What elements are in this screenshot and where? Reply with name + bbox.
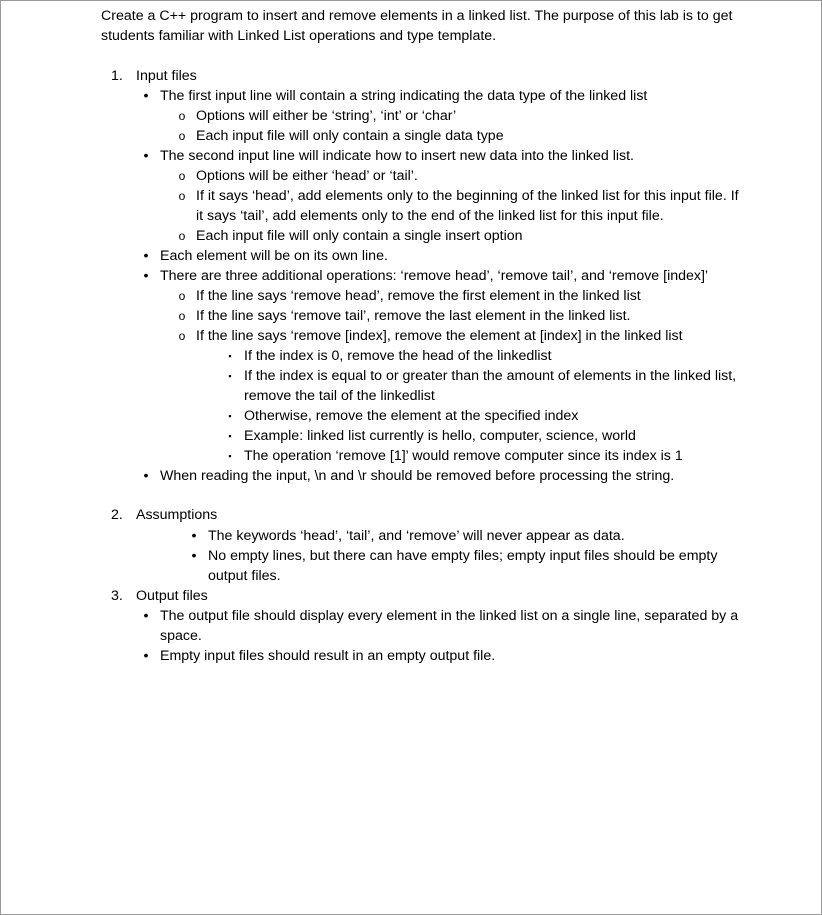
- disc-bullet-icon: •: [143, 268, 149, 284]
- list-item-text: The operation ‘remove [1]’ would remove computer since its index is 1: [244, 448, 683, 464]
- section-list: [101, 66, 741, 666]
- circle-bullet-icon: o: [178, 289, 186, 303]
- list-item-text: Each element will be on its own line.: [160, 248, 388, 264]
- list-item: [136, 266, 741, 286]
- square-bullet-icon: ▪: [228, 351, 232, 361]
- disc-bullet-icon: •: [191, 528, 197, 544]
- list-item: [136, 426, 741, 446]
- list-item: [136, 246, 741, 266]
- list-item-text: If the line says ‘remove tail’, remove the last element in the linked list.: [196, 308, 631, 324]
- square-bullet-icon: ▪: [228, 431, 232, 441]
- section-number: 3.: [111, 588, 123, 604]
- document-body: [101, 6, 741, 666]
- list-item: [136, 646, 741, 666]
- list-item-text: Each input file will only contain a single data type: [196, 128, 504, 144]
- list-item: [136, 366, 741, 406]
- output-files-list: [136, 606, 741, 666]
- section-number: 2.: [111, 507, 123, 523]
- list-item-text: Otherwise, remove the element at the specified index: [244, 408, 579, 424]
- disc-bullet-icon: •: [143, 468, 149, 484]
- list-item-text: If the index is equal to or greater than the amount of elements in the linked list, remove the tail of the linkedlist: [244, 368, 737, 404]
- section-title: Assumptions: [136, 507, 218, 523]
- list-item: [136, 446, 741, 466]
- list-item: [136, 346, 741, 366]
- list-item-text: The first input line will contain a string indicating the data type of the linked list: [160, 88, 648, 104]
- list-item-text: If the line says ‘remove [index], remove the element at [index] in the linked list: [196, 328, 683, 344]
- list-item-text: If the index is 0, remove the head of the linkedlist: [244, 348, 552, 364]
- intro-paragraph: Create a C++ program to insert and remove elements in a linked list. The purpose of this lab is to get students familiar with Linked List operations and type template.: [101, 8, 733, 44]
- list-item: [136, 146, 741, 166]
- square-bullet-icon: ▪: [228, 371, 232, 381]
- circle-bullet-icon: o: [178, 109, 186, 123]
- list-item-text: If the line says ‘remove head’, remove the first element in the linked list: [196, 288, 641, 304]
- list-item: [136, 226, 741, 246]
- disc-bullet-icon: •: [143, 88, 149, 104]
- list-item: [136, 326, 741, 346]
- input-files-list: [136, 86, 741, 486]
- circle-bullet-icon: o: [178, 309, 186, 323]
- list-item: [136, 126, 741, 146]
- list-item: [136, 286, 741, 306]
- disc-bullet-icon: •: [143, 148, 149, 164]
- list-item: [136, 526, 741, 546]
- disc-bullet-icon: •: [143, 608, 149, 624]
- list-item: [136, 166, 741, 186]
- list-item: [136, 606, 741, 646]
- section-number: 1.: [111, 68, 123, 84]
- section-title: Output files: [136, 588, 208, 604]
- section-assumptions: [101, 505, 741, 586]
- list-item-text: Empty input files should result in an empty output file.: [160, 648, 496, 664]
- list-item-text: Options will either be ‘string’, ‘int’ or ‘char’: [196, 108, 457, 124]
- list-item: [136, 306, 741, 326]
- list-item-text: The second input line will indicate how to insert new data into the linked list.: [160, 148, 634, 164]
- assumptions-list: [136, 526, 741, 586]
- list-item-text: No empty lines, but there can have empty files; empty input files should be empty output files.: [208, 548, 718, 584]
- list-item-text: Options will be either ‘head’ or ‘tail’.: [196, 168, 418, 184]
- section-title: Input files: [136, 68, 197, 84]
- circle-bullet-icon: o: [178, 129, 186, 143]
- list-item-text: Each input file will only contain a single insert option: [196, 228, 523, 244]
- section-output-files: [101, 586, 741, 666]
- list-item: [136, 106, 741, 126]
- section-input-files: [101, 66, 741, 486]
- square-bullet-icon: ▪: [228, 451, 232, 461]
- list-item: [136, 406, 741, 426]
- square-bullet-icon: ▪: [228, 411, 232, 421]
- list-item: [136, 546, 741, 586]
- list-item: [136, 466, 741, 486]
- list-item: [136, 186, 741, 226]
- circle-bullet-icon: o: [178, 189, 186, 203]
- list-item-text: Example: linked list currently is hello, computer, science, world: [244, 428, 636, 444]
- disc-bullet-icon: •: [143, 648, 149, 664]
- list-item-text: The keywords ‘head’, ‘tail’, and ‘remove’ will never appear as data.: [208, 528, 625, 544]
- circle-bullet-icon: o: [178, 169, 186, 183]
- disc-bullet-icon: •: [191, 548, 197, 564]
- list-item-text: There are three additional operations: ‘remove head’, ‘remove tail’, and ‘remove [index]’: [160, 268, 709, 284]
- circle-bullet-icon: o: [178, 229, 186, 243]
- disc-bullet-icon: •: [143, 248, 149, 264]
- list-item-text: When reading the input, \n and \r should be removed before processing the string.: [160, 468, 675, 484]
- list-item: [136, 86, 741, 106]
- list-item-text: The output file should display every element in the linked list on a single line, separated by a space.: [160, 608, 739, 644]
- list-item-text: If it says ‘head’, add elements only to the beginning of the linked list for this input file. If it says ‘tail’, add elements only to the end of the linked list for this input file.: [196, 188, 739, 224]
- circle-bullet-icon: o: [178, 329, 186, 343]
